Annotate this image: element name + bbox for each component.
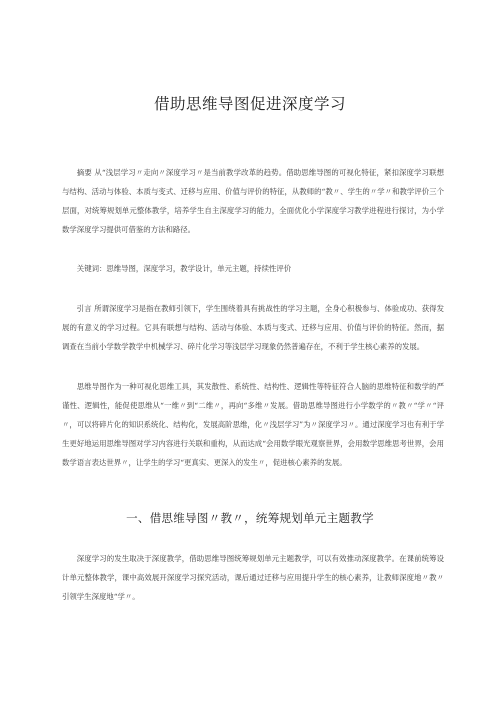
section-1-paragraph: 深度学习的发生取决于深度教学，借助思维导图统筹规划单元主题教学，可以有效推动深度教学。在课前统筹设计单元整体教学，课中高效展开深度学习探究活动，课后通过迁移与应用提升学生的核心素养，让教师深度地〃教〃引领学生深度地“学〃。 <box>62 554 444 601</box>
mind-map-paragraph: 思维导图作为一种可视化思维工具，其发散性、系统性、结构性、逻辑性等特征符合人脑的思维特征和数学的严谨性、逻辑性，能促使思维从“一维〃到“二维〃，再向“多维〃发展。借助思维导图进行小学数学的〃教〃“学〃“评〃，可以将碎片化的知识系统化、结构化，发展高阶思维，化〃浅层学习”为〃深度学习〃。通过深度学习也有利于学生更好地运用思维导图对学习内容进行关联和重构，从而达成“会用数学眼光观察世界，会用数学思维思考世界，会用数学语言表达世界〃，让学生的学习“更真实、更深入的发生〃，促进核心素养的发展。 <box>62 382 444 467</box>
keywords-line: 关键词：思维导图，深度学习，教学设计，单元主题，持续性评价 <box>76 264 292 273</box>
document-title: 借助思维导图促进深度学习 <box>153 95 346 113</box>
section-heading-1: 一、借思维导图〃教〃，统筹规划单元主题教学 <box>126 511 374 525</box>
abstract-paragraph: 摘要 从“浅层学习〃走向〃深度学习〃是当前教学改革的趋势。借助思维导图的可视化特征，紧扣深度学习联想与结构、活动与体验、本质与变式、迁移与应用、价值与评价的特征，从教师的“教〃、学生的〃学〃和教学评价三个层面，对统筹规划单元整体教学，培养学生自主深度学习的能力，全面优化小学深度学习教学进程进行探讨，为小学数学深度学习提供可借鉴的方法和路径。 <box>62 168 444 234</box>
introduction-paragraph: 引言 所谓深度学习是指在教师引领下，学生围绕着具有挑战性的学习主题，全身心积极参与、体验成功、获得发展的有意义的学习过程。它具有联想与结构、活动与体验、本质与变式、迁移与应用、价值与评价的特征。然而，据调查在当前小学数学教学中机械学习、碎片化学习等浅层学习现象仍然普遍存在，不利于学生核心素养的发展。 <box>62 304 444 351</box>
